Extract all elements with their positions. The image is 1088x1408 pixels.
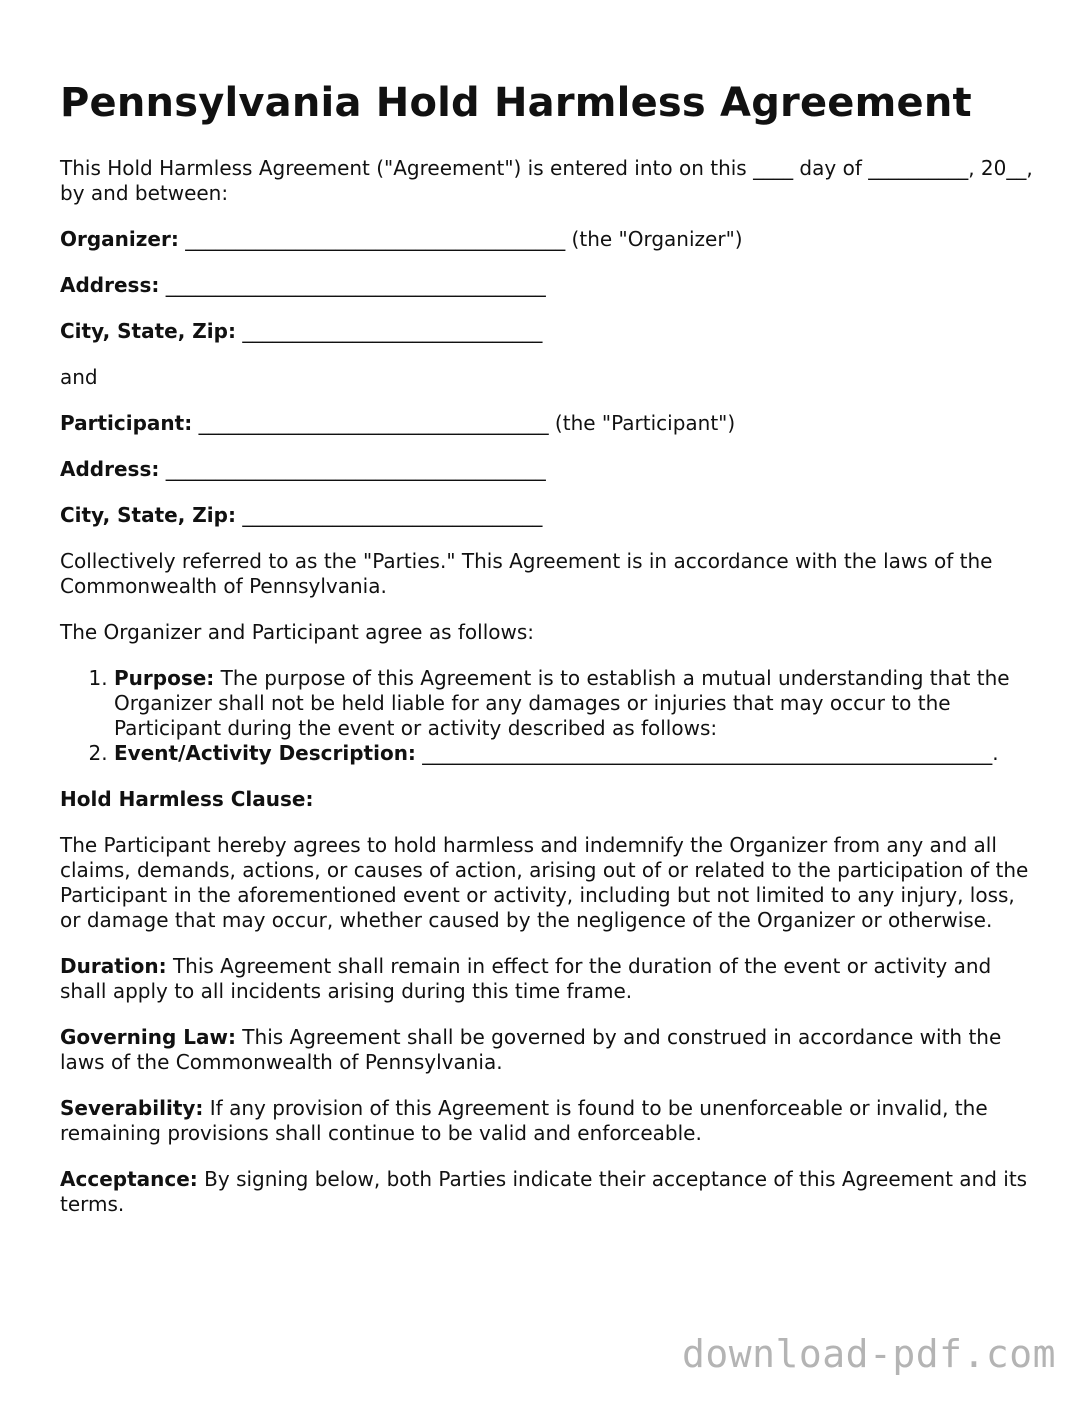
duration-paragraph (60, 954, 1035, 1004)
collective-paragraph: Collectively referred to as the "Parties." This Agreement is in accordance with the laws of the Commonwealth of Pennsylvania. (60, 549, 993, 598)
participant-address-label: Address: (60, 457, 160, 481)
acceptance-label: Acceptance: (60, 1167, 198, 1191)
organizer-city-blank: ______________________________ (235, 319, 543, 343)
participant-line (60, 411, 1035, 436)
purpose-text: The purpose of this Agreement is to establish a mutual understanding that the Organizer shall not be held liable for any damages or injuries that may occur to the Participant during the event or activity described as follows: (114, 666, 1010, 740)
organizer-address-label: Address: (60, 273, 160, 297)
governing-law-label: Governing Law: (60, 1025, 236, 1049)
intro-paragraph: This Hold Harmless Agreement ("Agreement") is entered into on this ____ day of __________, 20__, by and between: (60, 156, 1033, 205)
severability-paragraph (60, 1096, 1035, 1146)
participant-city-line (60, 503, 1035, 528)
acceptance-paragraph (60, 1167, 1035, 1217)
organizer-city-label: City, State, Zip: (60, 319, 236, 343)
organizer-label: Organizer: (60, 227, 179, 251)
list-item (114, 666, 1035, 741)
list-item (114, 741, 1035, 766)
event-description-label: Event/Activity Description: (114, 741, 416, 765)
duration-label: Duration: (60, 954, 167, 978)
organizer-blank: ______________________________________ (the "Organizer") (178, 227, 743, 251)
governing-law-text: This Agreement shall be governed by and construed in accordance with the laws of the Commonwealth of Pennsylvania. (60, 1025, 1002, 1074)
severability-label: Severability: (60, 1096, 204, 1120)
governing-law-paragraph (60, 1025, 1035, 1075)
purpose-label: Purpose: (114, 666, 215, 690)
watermark-text: download-pdf.com (681, 1332, 1056, 1376)
event-description-blank: _________________________________________________________. (415, 741, 999, 765)
hold-harmless-heading: Hold Harmless Clause: (60, 787, 314, 811)
participant-address-blank: ______________________________________ (159, 457, 546, 481)
severability-text: If any provision of this Agreement is found to be unenforceable or invalid, the remaining provisions shall continue to be valid and enforceable. (60, 1096, 988, 1145)
participant-label: Participant: (60, 411, 193, 435)
and-text: and (60, 365, 98, 389)
participant-address-line (60, 457, 1035, 482)
participant-city-label: City, State, Zip: (60, 503, 236, 527)
organizer-address-blank: ______________________________________ (159, 273, 546, 297)
participant-blank: ___________________________________ (the "Participant") (192, 411, 736, 435)
acceptance-text: By signing below, both Parties indicate their acceptance of this Agreement and its terms. (60, 1167, 1028, 1216)
document-page (60, 78, 1035, 1238)
organizer-line (60, 227, 1035, 252)
terms-list (60, 666, 1035, 766)
organizer-address-line (60, 273, 1035, 298)
page-title: Pennsylvania Hold Harmless Agreement (60, 80, 972, 126)
participant-city-blank: ______________________________ (235, 503, 543, 527)
duration-text: This Agreement shall remain in effect for the duration of the event or activity and shall apply to all incidents arising during this time frame. (60, 954, 992, 1003)
hold-harmless-paragraph: The Participant hereby agrees to hold harmless and indemnify the Organizer from any and all claims, demands, actions, or causes of action, arising out of or related to the participation of the Participant in the aforementioned event or activity, including but not limited to any injury, loss, or damage that may occur, whether caused by the negligence of the Organizer or otherwise. (60, 833, 1029, 932)
agree-intro: The Organizer and Participant agree as follows: (60, 620, 535, 644)
organizer-city-line (60, 319, 1035, 344)
